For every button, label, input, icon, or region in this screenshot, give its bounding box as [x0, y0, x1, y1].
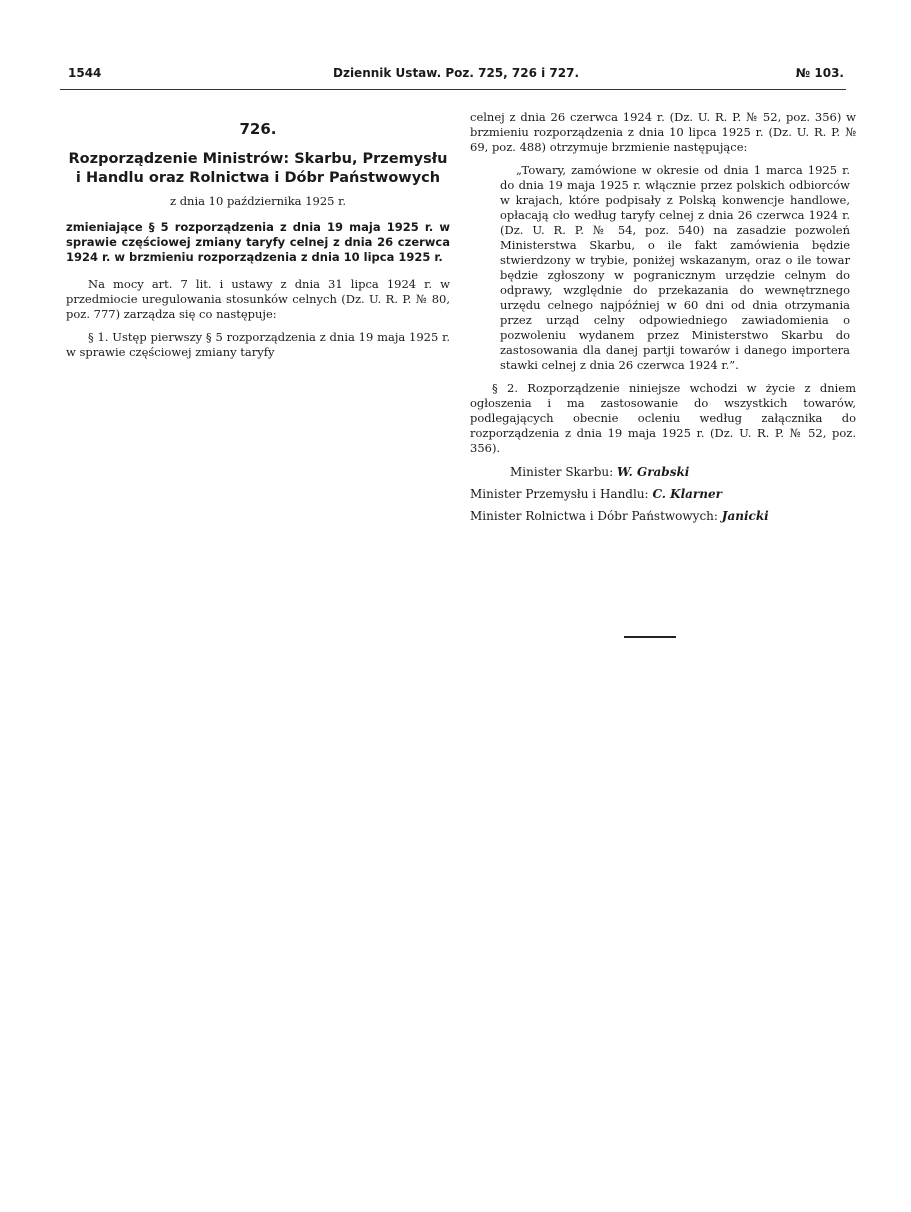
signature-name: W. Grabski [617, 465, 690, 479]
signature-role: Minister Przemysłu i Handlu: [470, 487, 649, 501]
left-column [66, 112, 450, 368]
paragraph-1-continued: celnej z dnia 26 czerwca 1924 r. (Dz. U. R. P. № 52, poz. 356) w brzmieniu rozporządzenia z dnia 10 lipca 1925 r. (Dz. U. R. P. № 69, poz. 488) otrzymuje brzmienie następujące: [470, 110, 856, 154]
page-header [68, 66, 844, 86]
preamble: Na mocy art. 7 lit. i ustawy z dnia 31 lipca 1924 r. w przedmiocie uregulowania stosunków celnych (Dz. U. R. P. № 80, poz. 777) zarządza się co następuje: [66, 277, 450, 321]
signature-role: Minister Skarbu: [510, 465, 614, 479]
signature-industry [470, 486, 856, 502]
act-title: Rozporządzenie Ministrów: Skarbu, Przemysłu i Handlu oraz Rolnictwa i Dóbr Państwowych [68, 151, 448, 186]
act-amending-note: zmieniające § 5 rozporządzenia z dnia 19 maja 1925 r. w sprawie częściowej zmiany taryfy celnej z dnia 26 czerwca 1924 r. w brzmieniu rozporządzenia z dnia 10 lipca 1925 r. [66, 220, 450, 264]
header-rule [60, 89, 846, 90]
signature-name: Janicki [721, 509, 769, 523]
paragraph-1-start: § 1. Ustęp pierwszy § 5 rozporządzenia z dnia 19 maja 1925 r. w sprawie częściowej zmiany taryfy [66, 330, 450, 359]
act-date: z dnia 10 października 1925 r. [169, 194, 346, 208]
signature-finance [470, 464, 856, 480]
act-number: 726. [239, 120, 277, 138]
signature-agriculture [470, 508, 856, 524]
signature-role: Minister Rolnictwa i Dóbr Państwowych: [470, 509, 718, 523]
signature-name: C. Klarner [652, 487, 722, 501]
paragraph-2: § 2. Rozporządzenie niniejsze wchodzi w życie z dniem ogłoszenia i ma zastosowanie do wszystkich towarów, podlegających obecnie ocleniu według załącznika do rozporządzenia z dnia 19 maja 1925 r. (Dz. U. R. P. № 52, poz. 356). [470, 381, 856, 455]
quoted-provision: „Towary, zamówione w okresie od dnia 1 marca 1925 r. do dnia 19 maja 1925 r. włącznie przez polskich odbiorców w krajach, które podpisały z Polską konwencje handlowe, opłacają cło według taryfy celnej z dnia 26 czerwca 1924 r. (Dz. U. R. P. № 54, poz. 540) na zasadzie pozwoleń Ministerstwa Skarbu, o ile fakt zamówienia będzie stwierdzony w trybie, poniżej wskazanym, oraz o ile towar będzie zgłoszony w pogranicznym urzędzie celnym do odprawy, względnie do przekazania do wewnętrznego urzędu celnego najpóźniej w 60 dni od dnia otrzymania przez urząd celny odpowiedniego zawiadomienia o pozwoleniu wydanem przez Ministerstwo Skarbu do zastosowania dla danej partji towarów i danego importera stawki celnej z dnia 26 czerwca 1924 r.”. [500, 163, 850, 372]
issue-number: № 103. [795, 66, 844, 80]
page-number: 1544 [68, 66, 102, 80]
journal-title: Dziennik Ustaw. Poz. 725, 726 i 727. [333, 66, 579, 80]
end-rule [624, 636, 676, 638]
right-column [470, 110, 856, 530]
